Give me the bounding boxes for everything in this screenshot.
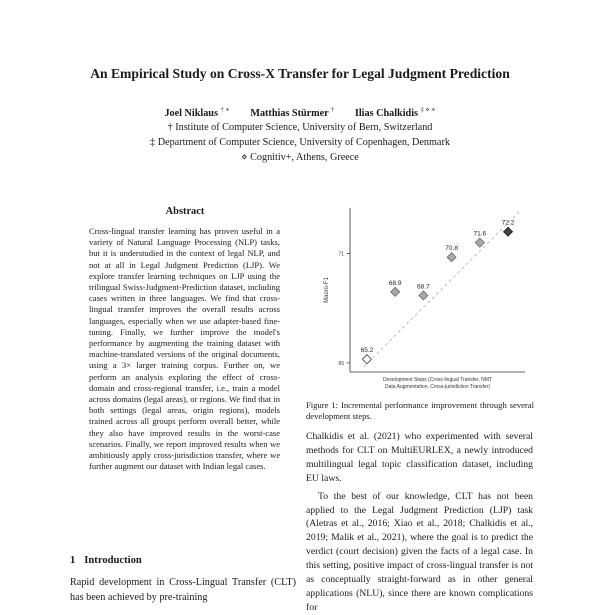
affiliation-3: ⋄ Cognitiv+, Athens, Greece [241, 152, 359, 163]
section-heading-introduction: 1 Introduction [70, 555, 142, 566]
author-3: Ilias Chalkidis ‡ ⋄ ∗ [354, 107, 436, 120]
figure-caption: Figure 1: Incremental performance improvement through several development steps. [306, 400, 534, 422]
data-point-1 [362, 355, 371, 364]
right-column-text [306, 430, 533, 615]
data-label-3: 68.7 [417, 283, 430, 291]
author-list [0, 106, 600, 119]
paragraph-2: To the best of our knowledge, CLT has not been applied to the Legal Judgment Prediction (LJP) task (Aletras et al., 2016; Xiao et al., 2018; Chalkidis et al., 2019; Malik et al., 2021), where the goal is to predict the verdict (court decision) given the facts of a legal case. In this setting, positive impact of cross-lingual transfer is not as conceptually straight-forward as in other general applications (NLU), since there are known complications for [306, 490, 533, 613]
x-axis-label-line-1: Development Steps (Cross-lingual Transfer, NMT [383, 377, 492, 383]
data-point-4 [447, 253, 456, 262]
abstract-heading: Abstract [165, 206, 205, 217]
y-axis-label: Macro-F1 [324, 277, 330, 303]
data-label-1: 65.2 [360, 347, 374, 355]
paragraph-1: Chalkidis et al. (2021) who experimented with several methods for CLT on MultiEURLEX, a newly introduced multilingual legal topic classification dataset, including EU laws. [306, 431, 533, 484]
author-2: Matthias Stürmer † [250, 107, 335, 120]
x-axis-label-line-2: Data Augmentation, Cross-jurisdiction Transfer) [384, 384, 491, 390]
affiliation-1: † Institute of Computer Science, University of Bern, Switzerland [167, 122, 433, 133]
abstract-text: Cross-lingual transfer learning has proven useful in a variety of Natural Language Processing (NLP) tasks, but it is understudied in the context of legal NLP, and not at all in Legal Judgment Prediction (LJP). We explore transfer learning techniques on LJP using the trilingual Swiss-Judgment-Prediction dataset, including cases written in three languages. We find that cross-lingual transfer improves the overall results across languages, especially when we use adapter-based fine-tuning. Finally, we further improve the model's performance by augmenting the training dataset with machine-translated versions of the original documents, using a 3× larger training corpus. Further on, we perform an analysis exploring the effect of cross-domain and cross-regional transfer, i.e., train a model across domains (legal areas), or regions. We find that in both settings (legal areas, origin regions), models trained across all groups perform overall better, while they also have improved results in the worst-case scenarios. Finally, we report improved results when we ambitiously apply cross-jurisdiction transfer, where we further augment our dataset with Indian legal cases. [89, 226, 280, 472]
data-label-5: 71.6 [473, 230, 487, 238]
paper-title: An Empirical Study on Cross-X Transfer for Legal Judgment Prediction [90, 66, 510, 81]
data-label-4: 70.8 [445, 245, 458, 253]
data-label-6: 72.2 [501, 219, 515, 227]
y-tick-label-1: 71 [338, 251, 344, 258]
affiliation-2: ‡ Department of Computer Science, University of Copenhagen, Denmark [150, 137, 450, 148]
data-point-5 [475, 238, 484, 247]
trend-line [364, 212, 519, 367]
data-point-3 [419, 291, 428, 300]
performance-chart [305, 200, 535, 400]
data-label-2: 68.9 [388, 279, 402, 287]
introduction-text: Rapid development in Cross-Lingual Transfer (CLT) has been achieved by pre-training [70, 577, 296, 603]
data-point-2 [391, 287, 400, 296]
data-point-6 [504, 227, 513, 236]
y-tick-label-0: 65 [338, 360, 344, 367]
author-1: Joel Niklaus † ∗ [164, 107, 230, 120]
